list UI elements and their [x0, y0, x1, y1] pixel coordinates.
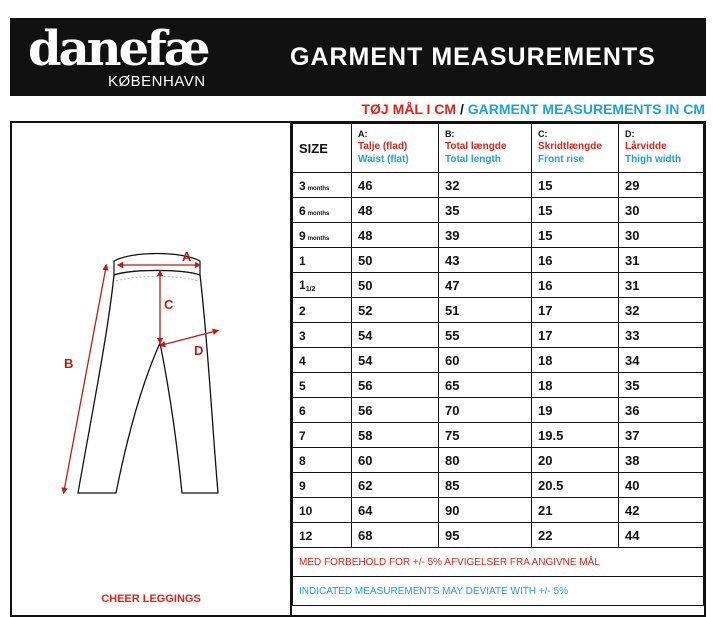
measure-cell-a: 64 [352, 498, 439, 523]
size-cell [293, 523, 352, 548]
size-cell [293, 198, 352, 223]
measure-cell-c: 18 [532, 348, 619, 373]
measure-cell-b: 75 [439, 423, 532, 448]
size-value: 10 [299, 503, 313, 518]
size-value: 3 [299, 178, 306, 193]
measure-cell-d: 32 [619, 298, 704, 323]
table-row [293, 198, 704, 223]
measure-cell-c: 15 [532, 173, 619, 198]
measure-cell-c: 21 [532, 498, 619, 523]
table-row [293, 423, 704, 448]
header-letter: D: [625, 129, 635, 139]
measure-cell-d: 31 [619, 273, 704, 298]
measure-cell-c: 17 [532, 323, 619, 348]
header-danish: Lårvidde [625, 141, 667, 152]
header-letter: C: [538, 129, 548, 139]
header-col-d [619, 124, 704, 173]
header-banner [10, 18, 706, 96]
size-value: 9 [299, 478, 306, 493]
measure-cell-b: 51 [439, 298, 532, 323]
table-row [293, 273, 704, 298]
measure-cell-b: 85 [439, 473, 532, 498]
size-cell [293, 423, 352, 448]
table-row [293, 398, 704, 423]
measure-cell-b: 43 [439, 248, 532, 273]
table-row [293, 523, 704, 548]
size-value: 2 [299, 303, 306, 318]
measure-cell-b: 35 [439, 198, 532, 223]
measure-cell-c: 16 [532, 248, 619, 273]
measure-cell-a: 50 [352, 273, 439, 298]
header-english: Waist (flat) [358, 154, 409, 165]
header-danish: Talje (flad) [358, 141, 408, 152]
note-row-english [293, 577, 704, 606]
size-cell [293, 298, 352, 323]
subtitle-english: GARMENT MEASUREMENTS IN CM [467, 101, 705, 117]
measure-cell-d: 30 [619, 223, 704, 248]
label-c: C [164, 297, 174, 312]
measure-cell-c: 19 [532, 398, 619, 423]
size-table-body [293, 173, 704, 548]
measure-cell-b: 32 [439, 173, 532, 198]
leggings-illustration [42, 243, 262, 503]
measure-cell-c: 20 [532, 448, 619, 473]
subtitle-danish: TØJ MÅL I CM [361, 101, 457, 117]
measure-cell-b: 65 [439, 373, 532, 398]
measure-cell-b: 95 [439, 523, 532, 548]
garment-illustration-panel [12, 123, 292, 615]
table-row [293, 498, 704, 523]
measure-cell-d: 31 [619, 248, 704, 273]
measure-cell-d: 38 [619, 448, 704, 473]
header-english: Total length [445, 154, 501, 165]
table-row [293, 323, 704, 348]
measure-cell-d: 40 [619, 473, 704, 498]
header-english: Thigh width [625, 154, 682, 165]
header-english: Front rise [538, 154, 585, 165]
measure-cell-a: 48 [352, 198, 439, 223]
subtitle [361, 98, 705, 120]
size-value: 6 [299, 403, 306, 418]
table-row [293, 448, 704, 473]
measure-cell-d: 34 [619, 348, 704, 373]
size-fraction: 1/2 [305, 286, 316, 293]
measure-cell-c: 18 [532, 373, 619, 398]
size-unit: months [307, 185, 330, 192]
header-size: SIZE [293, 124, 352, 173]
measure-cell-a: 68 [352, 523, 439, 548]
measure-cell-a: 62 [352, 473, 439, 498]
size-unit: months [307, 210, 330, 217]
measure-cell-a: 54 [352, 348, 439, 373]
table-row [293, 248, 704, 273]
measure-cell-d: 33 [619, 323, 704, 348]
measure-cell-a: 60 [352, 448, 439, 473]
header-danish: Skridtlængde [538, 141, 602, 152]
size-cell [293, 373, 352, 398]
size-cell [293, 448, 352, 473]
label-b: B [64, 356, 74, 371]
size-value: 4 [299, 353, 306, 368]
measure-cell-b: 90 [439, 498, 532, 523]
measure-cell-d: 36 [619, 398, 704, 423]
measurement-frame [10, 121, 706, 617]
measure-cell-b: 39 [439, 223, 532, 248]
label-a: A [182, 249, 192, 264]
table-header-row [293, 124, 704, 173]
page-title: GARMENT MEASUREMENTS [290, 43, 656, 71]
size-value: 3 [299, 328, 306, 343]
size-cell [293, 498, 352, 523]
size-cell [293, 248, 352, 273]
measure-cell-d: 29 [619, 173, 704, 198]
header-letter: B: [445, 129, 455, 139]
measure-cell-c: 22 [532, 523, 619, 548]
header-col-b [439, 124, 532, 173]
measure-cell-b: 60 [439, 348, 532, 373]
measure-cell-c: 20.5 [532, 473, 619, 498]
measure-cell-b: 55 [439, 323, 532, 348]
measure-cell-d: 44 [619, 523, 704, 548]
size-cell [293, 348, 352, 373]
measure-cell-c: 19.5 [532, 423, 619, 448]
size-cell [293, 323, 352, 348]
measure-cell-c: 15 [532, 198, 619, 223]
size-cell [293, 473, 352, 498]
note-row-danish [293, 548, 704, 577]
table-row [293, 348, 704, 373]
table-row [293, 473, 704, 498]
measure-cell-a: 50 [352, 248, 439, 273]
table-row [293, 173, 704, 198]
measure-cell-b: 47 [439, 273, 532, 298]
table-row [293, 298, 704, 323]
header-col-c [532, 124, 619, 173]
brand-city: KØBENHAVN [108, 73, 206, 90]
size-cell [293, 273, 352, 298]
measure-cell-a: 46 [352, 173, 439, 198]
table-row [293, 223, 704, 248]
note-danish: MED FORBEHOLD FOR +/- 5% AFVIGELSER FRA ANGIVNE MÅL [293, 548, 704, 577]
measure-cell-d: 30 [619, 198, 704, 223]
size-value: 1 [299, 278, 306, 292]
measure-cell-c: 16 [532, 273, 619, 298]
size-value: 9 [299, 228, 306, 243]
measure-cell-a: 52 [352, 298, 439, 323]
size-value: 6 [299, 203, 306, 218]
measure-cell-b: 80 [439, 448, 532, 473]
size-cell [293, 223, 352, 248]
label-d: D [194, 343, 204, 358]
size-cell [293, 398, 352, 423]
size-value: 5 [299, 378, 306, 393]
header-letter: A: [358, 129, 368, 139]
size-value: 8 [299, 453, 306, 468]
measure-cell-d: 42 [619, 498, 704, 523]
size-value: 1 [299, 253, 306, 268]
brand-logo [28, 20, 268, 94]
measure-cell-d: 37 [619, 423, 704, 448]
measure-cell-a: 58 [352, 423, 439, 448]
measure-cell-a: 56 [352, 398, 439, 423]
measure-cell-c: 17 [532, 298, 619, 323]
measure-cell-a: 56 [352, 373, 439, 398]
subtitle-separator: / [456, 101, 468, 117]
measure-cell-b: 70 [439, 398, 532, 423]
brand-name: danefæ [28, 21, 208, 77]
header-danish: Total længde [445, 141, 507, 152]
size-value: 12 [299, 528, 313, 543]
size-table [292, 123, 704, 606]
note-english: INDICATED MEASUREMENTS MAY DEVIATE WITH +/- 5% [293, 577, 704, 606]
size-value: 7 [299, 428, 306, 443]
size-cell [293, 173, 352, 198]
measure-cell-a: 48 [352, 223, 439, 248]
size-unit: months [307, 235, 330, 242]
header-col-a [352, 124, 439, 173]
measure-cell-c: 15 [532, 223, 619, 248]
garment-caption: CHEER LEGGINGS [101, 593, 201, 605]
table-row [293, 373, 704, 398]
measure-cell-a: 54 [352, 323, 439, 348]
measure-cell-d: 35 [619, 373, 704, 398]
